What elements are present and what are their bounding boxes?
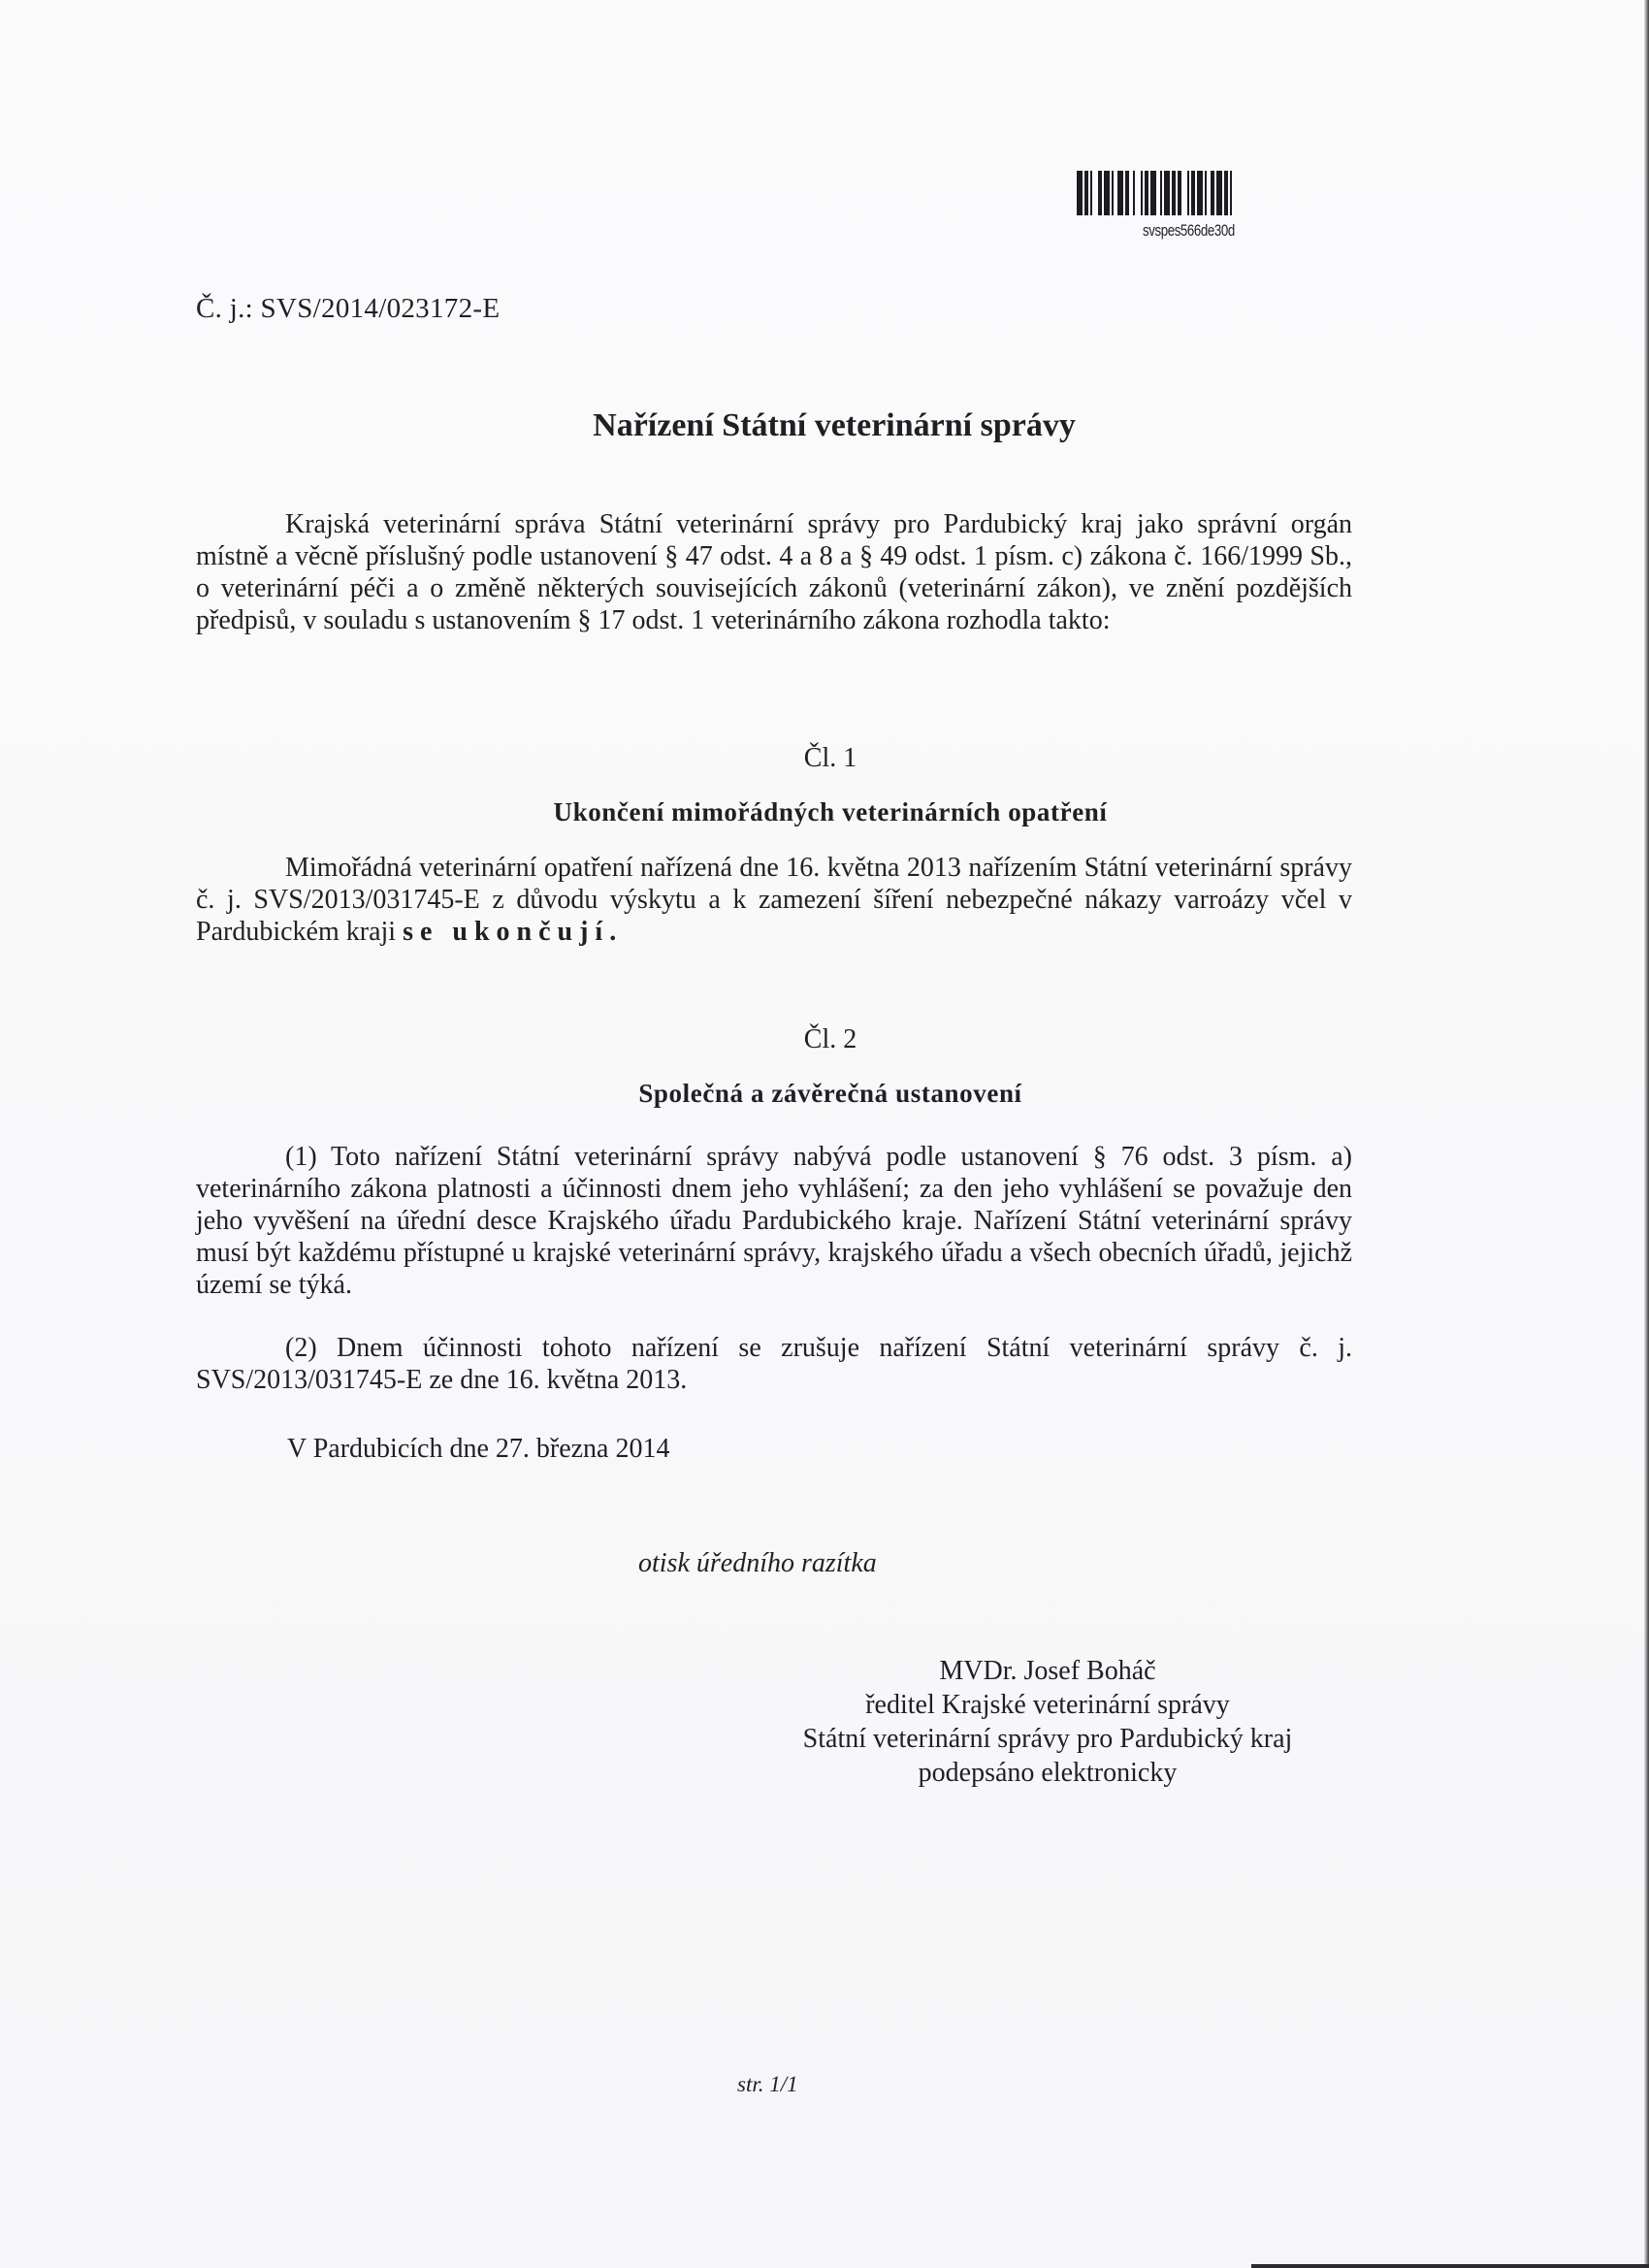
article-1-emphasis: se ukončují. (403, 917, 624, 947)
reference-number: Č. j.: SVS/2014/023172-E (196, 293, 501, 324)
barcode (1077, 171, 1300, 215)
article-2-paragraph-2: (2) Dnem účinnosti tohoto nařízení se zrušuje nařízení Státní veterinární správy č. j. SVS/2013/031745-E ze dne 16. května 2013. (196, 1333, 1352, 1395)
article-1-text: Mimořádná veterinární opatření nařízená dne 16. května 2013 nařízením Státní veterinární správy č. j. SVS/2013/031745-E z důvodu výskytu a k zamezení šíření nebezpečné nákazy varroázy včel v Pardubickém kraji se ukončují. (196, 853, 1352, 947)
scan-edge-right (1644, 0, 1649, 2268)
article-2-heading: Společná a závěrečná ustanovení (638, 1079, 1022, 1108)
signature-block (737, 1654, 1358, 1790)
document-title: Nařízení Státní veterinární správy (593, 407, 1076, 443)
article-2-number: Čl. 2 (803, 1024, 857, 1054)
scan-edge-bottom (1251, 2264, 1649, 2268)
article-1-number: Čl. 1 (803, 743, 857, 773)
article-1-heading: Ukončení mimořádných veterinárních opatření (553, 797, 1108, 826)
place-and-date: V Pardubicích dne 27. března 2014 (287, 1434, 670, 1464)
article-2-paragraph-1: (1) Toto nařízení Státní veterinární správy nabývá podle ustanovení § 76 odst. 3 písm. a) veterinárního zákona platnosti a účinnosti dnem jeho vyhlášení; za den jeho vyhlášení se považuje den jeho vyvěšení na úřední desce Krajského úřadu Pardubického kraje. Nařízení Státní veterinární správy musí být každému přístupné u krajské veterinární správy, krajského úřadu a všech obecních úřadů, jejichž území se týká. (196, 1142, 1352, 1300)
page-number: str. 1/1 (737, 2072, 798, 2096)
signatory-role: ředitel Krajské veterinární správy (865, 1690, 1230, 1720)
barcode-code: svspes566de30d (1143, 221, 1235, 240)
signatory-organization: Státní veterinární správy pro Pardubický kraj (802, 1724, 1293, 1754)
intro-paragraph: Krajská veterinární správa Státní veterinární správy pro Pardubický kraj jako správní orgán místně a věcně příslušný podle ustanovení § 47 odst. 4 a 8 a § 49 odst. 1 písm. c) zákona č. 166/1999 Sb., o veterinární péči a o změně některých souvisejících zákonů (veterinární zákon), ve znění pozdějších předpisů, v souladu s ustanovením § 17 odst. 1 veterinárního zákona rozhodla takto: (196, 509, 1352, 635)
signatory-name: MVDr. Josef Boháč (939, 1656, 1156, 1686)
stamp-note: otisk úředního razítka (638, 1548, 877, 1578)
signature-note: podepsáno elektronicky (918, 1758, 1178, 1788)
